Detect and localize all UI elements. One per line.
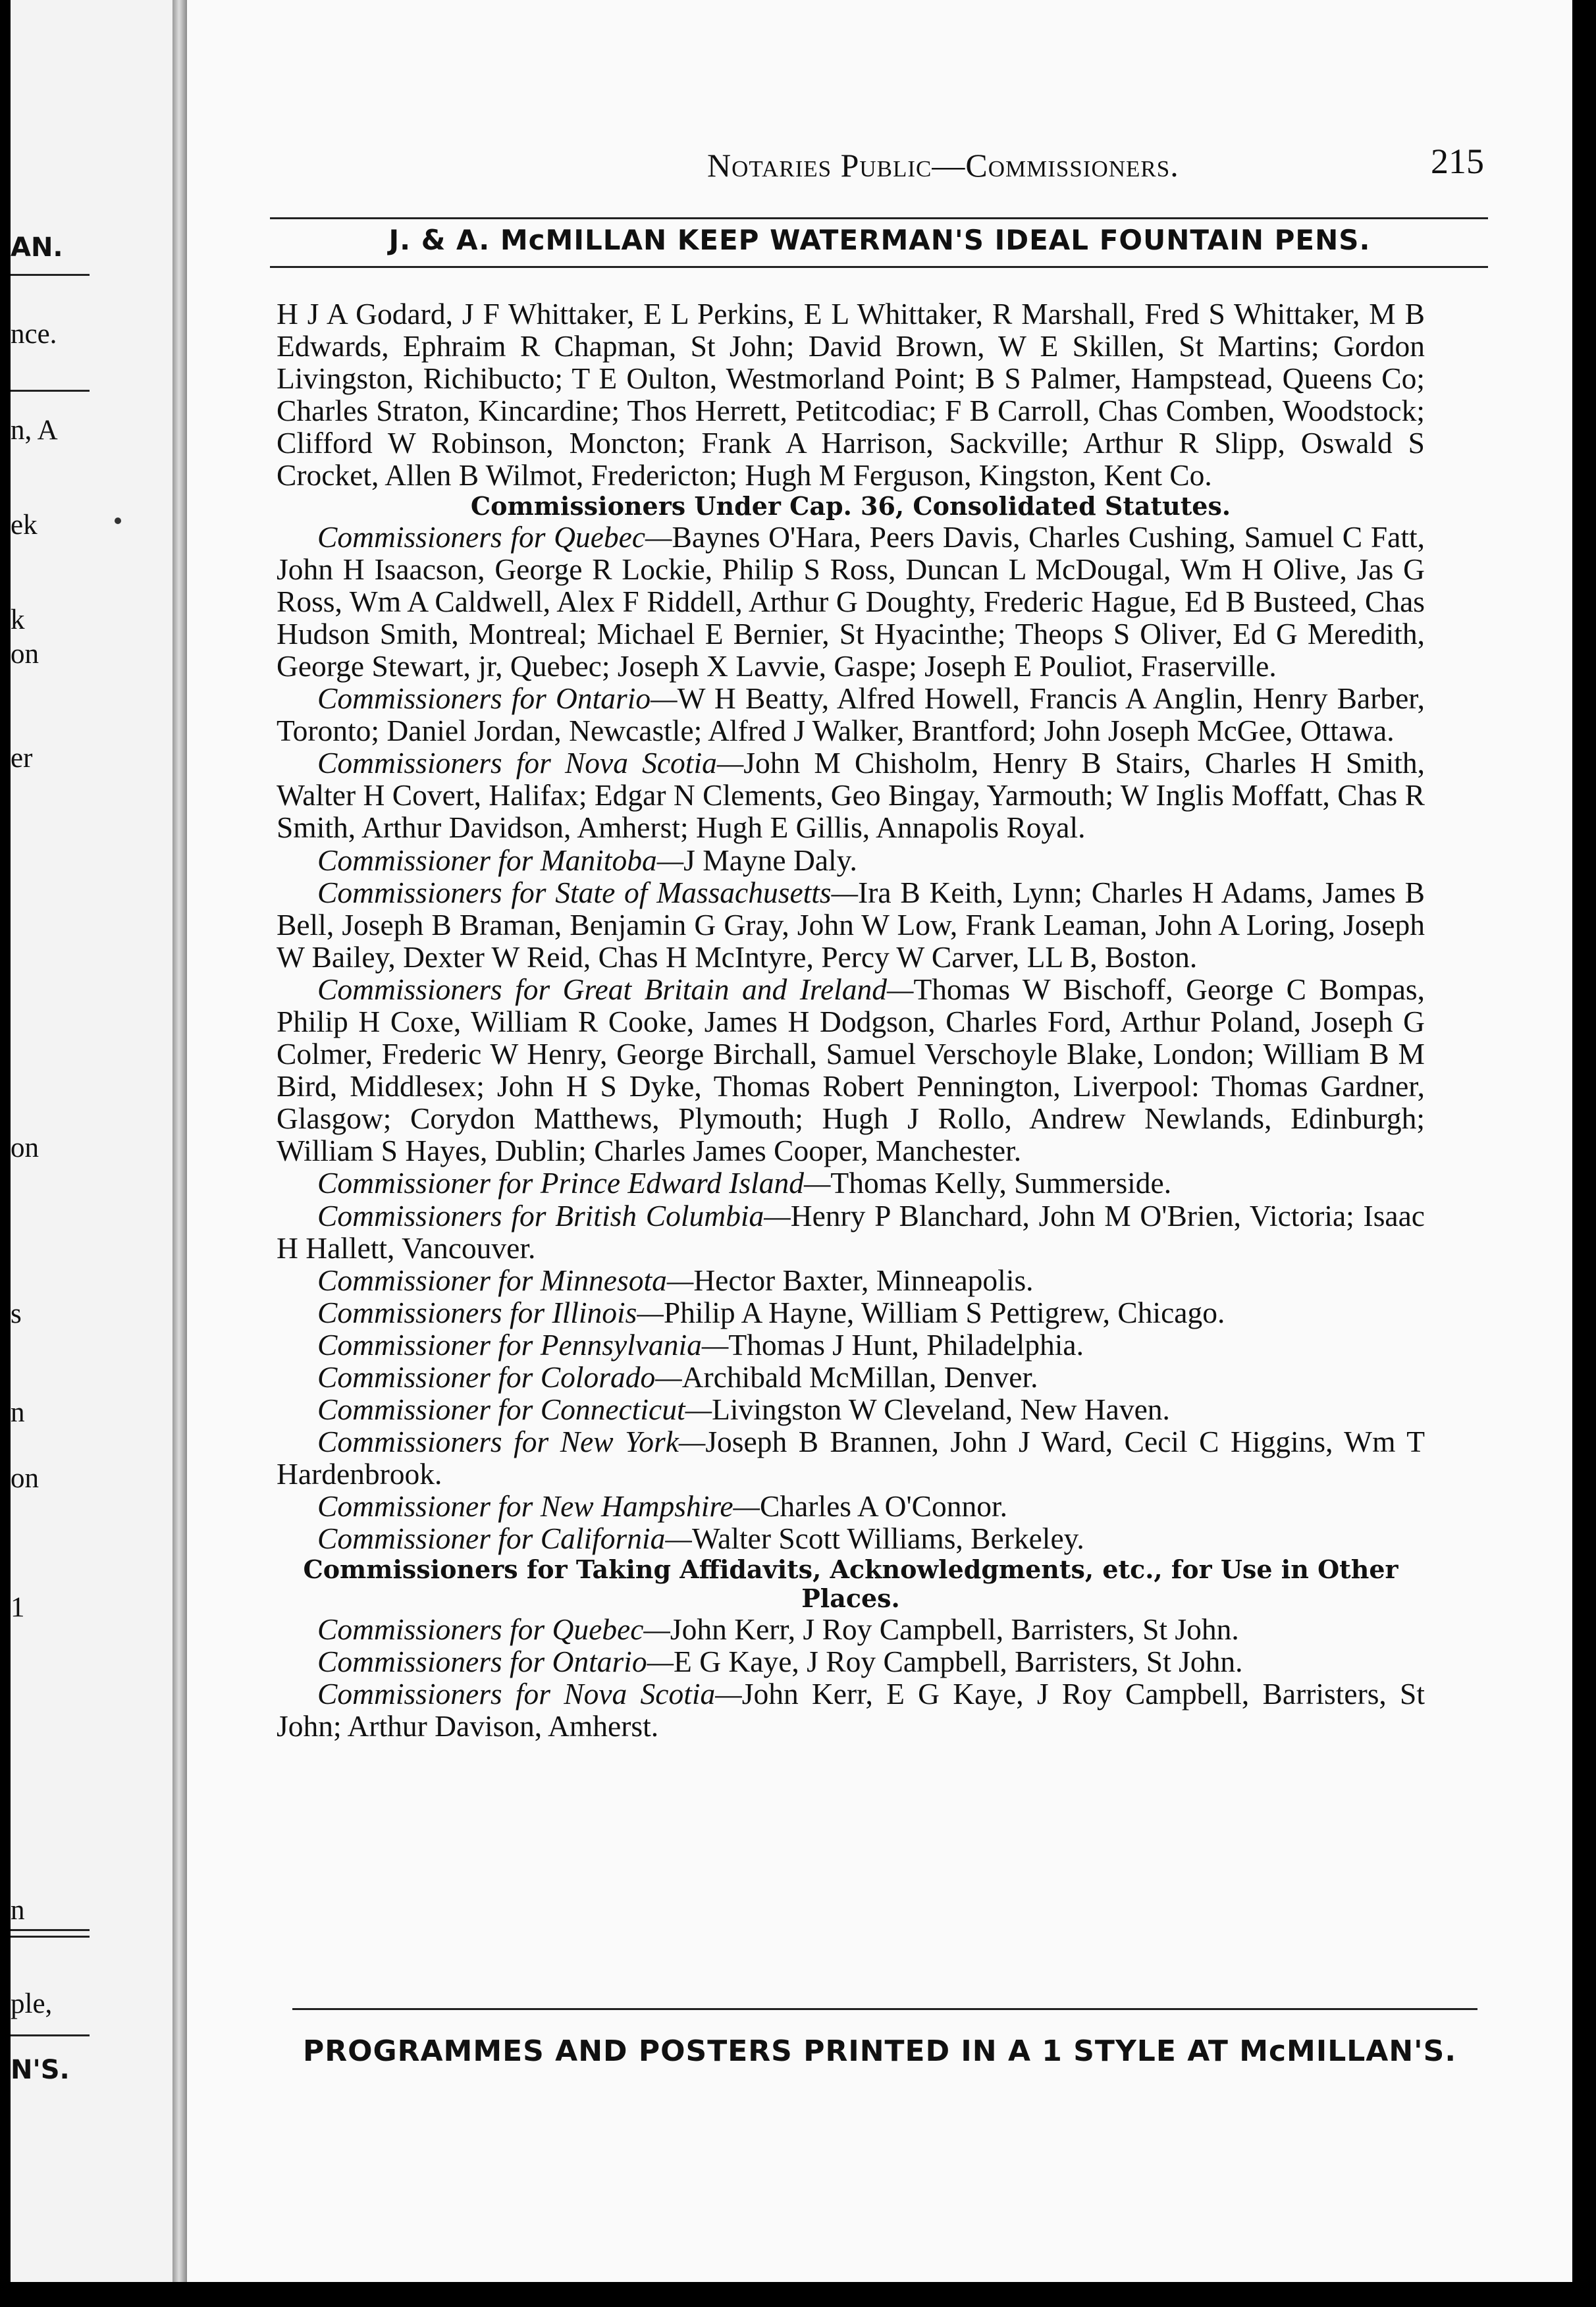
commission-names: Archibald McMillan, Denver. <box>681 1360 1038 1394</box>
commission-names: Thomas Kelly, Summerside. <box>830 1166 1172 1200</box>
commission-names: Walter Scott Williams, Berkeley. <box>691 1522 1084 1556</box>
commission-names: Baynes O'Hara, Peers Davis, Charles Cushing, Samuel C Fatt, John H Isaacson, George R Lockie, Philip S Ross, Duncan L McDougal, Wm H Olive, Jas G Ross, Wm A Caldwell, Alex F Riddell, Arthur G Doughty, Frederic Hague, Ed B Busteed, Chas Hudson Smith, Montreal; Michael E Bernier, St Hyacinthe; Theops S Oliver, Ed G Meredith, George Stewart, jr, Quebec; Joseph X Lavvie, Gaspe; Joseph E Pouliot, Fraserville. <box>277 519 1425 683</box>
section-heading: Commissioners Under Cap. 36, Consolidated Statutes. <box>470 491 1231 521</box>
header-rule <box>270 217 1488 219</box>
commission-names: Thomas J Hunt, Philadelphia. <box>728 1327 1084 1362</box>
facing-fragment: k <box>11 604 25 635</box>
commission-names: J Mayne Daly. <box>683 843 857 877</box>
commissioner-entry <box>277 1200 1425 1264</box>
commission-names: Thomas W Bischoff, George C Bompas, Philip H Coxe, William R Cooke, James H Dodgson, Charles Ford, Arthur Poland, Joseph G Colmer, Frederic W Henry, George Birchall, Samuel Verschoyle Blake, London; William B M Bird, Middlesex; John H S Dyke, Thomas Robert Pennington, Liverpool: Thomas Gardner, Glasgow; Corydon Matthews, Plymouth; Hugh J Rollo, Andrew Newlands, Edinburgh; William S Hayes, Dublin; Charles James Cooper, Manchester. <box>277 972 1425 1168</box>
print-speck <box>115 517 121 524</box>
footer-rule <box>292 2008 1477 2010</box>
commissioner-entry <box>277 1645 1425 1678</box>
facing-fragment: s <box>11 1298 22 1329</box>
commissioner-entry <box>277 1393 1425 1425</box>
commissioner-entry <box>277 1490 1425 1522</box>
banner-rule <box>270 266 1488 268</box>
commissioner-entry <box>277 1522 1425 1554</box>
facing-page-edge <box>11 0 173 2282</box>
commission-label: Commissioners for Nova Scotia— <box>317 746 744 780</box>
commission-names: Ira B Keith, Lynn; Charles H Adams, James B Bell, Joseph B Braman, Benjamin G Gray, John W Low, Frank Leaman, John A Loring, Joseph W Bailey, Dexter W Reid, Chas H McIntyre, Percy W Carver, LL B, Boston. <box>277 875 1425 974</box>
commission-names: Livingston W Cleveland, New Haven. <box>712 1392 1170 1427</box>
facing-fragment: n <box>11 1895 25 1926</box>
facing-fragment: ple, <box>11 1988 53 2019</box>
commissioner-entry <box>277 747 1425 843</box>
commission-names: Henry P Blanchard, John M O'Brien, Victoria; Isaac H Hallett, Vancouver. <box>277 1198 1425 1265</box>
commissioner-entry <box>277 844 1425 876</box>
facing-fragment: 1 <box>11 1592 25 1623</box>
commission-label: Commissioners for Quebec— <box>317 1612 670 1646</box>
commissioner-entry <box>277 682 1425 747</box>
facing-rule <box>11 274 90 276</box>
directory-text <box>277 298 1425 1742</box>
commission-label: Commissioner for Minnesota— <box>317 1263 694 1297</box>
commission-names: Charles A O'Connor. <box>760 1489 1008 1524</box>
commissioner-entry <box>277 1167 1425 1199</box>
facing-fragment: n <box>11 1397 25 1428</box>
commissioner-entry <box>277 1361 1425 1393</box>
book-gutter <box>173 0 187 2282</box>
commission-label: Commissioner for Manitoba— <box>317 843 684 877</box>
scan-border-left <box>0 0 11 2307</box>
bottom-advert-banner: PROGRAMMES AND POSTERS PRINTED IN A 1 STYLE AT McMILLAN'S. <box>302 2034 1457 2068</box>
page-number: 215 <box>1431 142 1484 181</box>
scan-border-bottom <box>0 2282 1596 2307</box>
facing-fragment: on <box>11 639 39 670</box>
commission-label: Commissioner for Connecticut— <box>317 1392 712 1427</box>
facing-fragment: ek <box>11 510 38 541</box>
commission-label: Commissioners for Illinois— <box>317 1295 664 1329</box>
commission-label: Commissioners for New York— <box>317 1425 706 1459</box>
commissioner-entry <box>277 1425 1425 1490</box>
commission-label: Commissioners for Ontario— <box>317 681 678 716</box>
commissioner-entry <box>277 521 1425 682</box>
facing-fragment: on <box>11 1132 39 1163</box>
scan-border-right <box>1572 0 1596 2307</box>
commission-label: Commissioner for Pennsylvania— <box>317 1327 729 1362</box>
commission-names: Joseph B Brannen, John J Ward, Cecil C Higgins, Wm T Hardenbrook. <box>277 1425 1425 1491</box>
facing-fragment: AN. <box>11 232 63 263</box>
commission-names: Philip A Hayne, William S Pettigrew, Chicago. <box>663 1295 1225 1329</box>
commission-names: Hector Baxter, Minneapolis. <box>693 1263 1034 1297</box>
commissioner-entry <box>277 1296 1425 1329</box>
facing-rule <box>11 390 90 392</box>
commission-label: Commissioners for Great Britain and Ireland— <box>317 972 914 1006</box>
commission-label: Commissioner for California— <box>317 1522 692 1556</box>
commissioner-entry <box>277 876 1425 973</box>
commission-names: John M Chisholm, Henry B Stairs, Charles H Smith, Walter H Covert, Halifax; Edgar N Clements, Geo Bingay, Yarmouth; W Inglis Moffatt, Chas R Smith, Arthur Davidson, Amherst; Hugh E Gillis, Annapolis Royal. <box>277 746 1425 845</box>
page-title: Notaries Public—Commissioners. <box>707 147 1179 184</box>
commission-names: W H Beatty, Alfred Howell, Francis A Anglin, Henry Barber, Toronto; Daniel Jordan, Newcastle; Alfred J Walker, Brantford; John Joseph McGee, Ottawa. <box>277 681 1425 748</box>
commission-label: Commissioners for Ontario— <box>317 1644 674 1678</box>
facing-rule <box>11 1936 90 1938</box>
section-heading: Commissioners for Taking Affidavits, Acknowledgments, etc., for Use in Other Places. <box>303 1554 1398 1613</box>
commission-label: Commissioners for State of Massachusetts— <box>317 875 859 909</box>
commission-names: John Kerr, J Roy Campbell, Barristers, St John. <box>670 1612 1239 1646</box>
facing-fragment: er <box>11 743 33 774</box>
commissioner-entry <box>277 1329 1425 1361</box>
book-page <box>187 0 1572 2282</box>
facing-rule <box>11 1929 90 1931</box>
commission-label: Commissioners for Quebec— <box>317 519 672 554</box>
commission-label: Commissioners for British Columbia— <box>317 1198 791 1233</box>
commissioner-entry <box>277 973 1425 1167</box>
commission-label: Commissioners for Nova Scotia— <box>317 1676 742 1710</box>
commission-label: Commissioner for Colorado— <box>317 1360 682 1394</box>
facing-fragment: on <box>11 1463 39 1494</box>
top-advert-banner: J. & A. McMILLAN KEEP WATERMAN'S IDEAL FOUNTAIN PENS. <box>388 224 1371 256</box>
facing-fragment: N'S. <box>11 2055 70 2085</box>
commissioner-entry <box>277 1613 1425 1645</box>
commission-names: John Kerr, E G Kaye, J Roy Campbell, Barristers, St John; Arthur Davison, Amherst. <box>277 1676 1425 1743</box>
commission-names: E G Kaye, J Roy Campbell, Barristers, St John. <box>674 1644 1243 1678</box>
facing-rule <box>11 2034 90 2036</box>
commissioner-entry <box>277 1678 1425 1742</box>
facing-fragment: n, A <box>11 415 58 446</box>
commission-label: Commissioner for New Hampshire— <box>317 1489 760 1524</box>
commissioner-entry <box>277 1264 1425 1296</box>
notaries-paragraph: H J A Godard, J F Whittaker, E L Perkins, E L Whittaker, R Marshall, Fred S Whittaker, M B Edwards, Ephraim R Chapman, St John; David Brown, W E Skillen, St Martins; Gordon Livingston, Richibucto; T E Oulton, Westmorland Point; B S Palmer, Hampstead, Queens Co; Charles Straton, Kincardine; Thos Herrett, Petitcodiac; F B Carroll, Chas Comben, Woodstock; Clifford W Robinson, Moncton; Frank A Harrison, Sackville; Arthur R Slipp, Oswald S Crocket, Allen B Wilmot, Fredericton; Hugh M Ferguson, Kingston, Kent Co. <box>277 297 1425 492</box>
running-header <box>523 138 1484 184</box>
facing-fragment: nce. <box>11 319 57 350</box>
commission-label: Commissioner for Prince Edward Island— <box>317 1166 831 1200</box>
